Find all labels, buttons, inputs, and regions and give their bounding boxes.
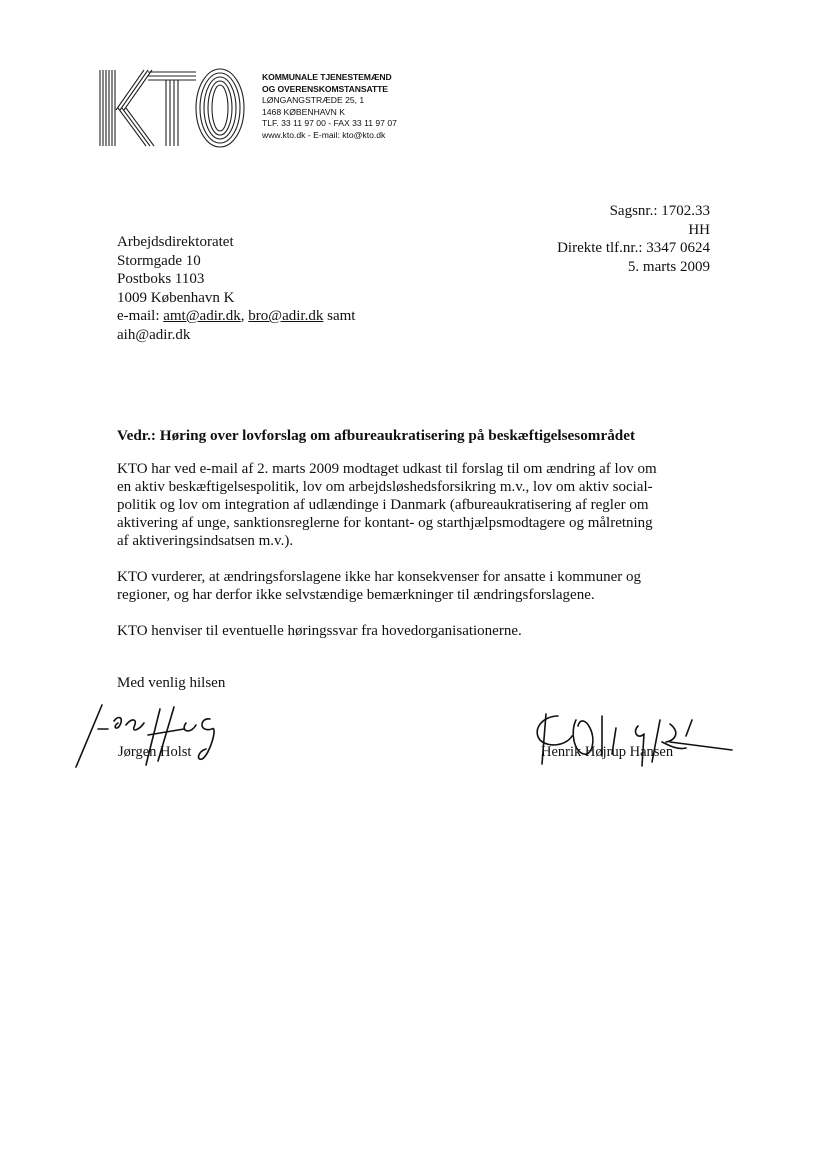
paragraph-line: politik og lov om integration af udlændinge i Danmark (afbureaukratisering af regler om bbox=[117, 497, 649, 513]
email-prefix: e-mail: bbox=[117, 308, 164, 324]
body-paragraph-3 bbox=[117, 622, 717, 640]
paragraph-line: regioner, og har derfor ikke selvstændige bemærkninger til ændringsforslagene. bbox=[117, 587, 595, 603]
paragraph-line: KTO vurderer, at ændringsforslagene ikke har konsekvenser for ansatte i kommuner og bbox=[117, 569, 641, 585]
direct-phone: Direkte tlf.nr.: 3347 0624 bbox=[557, 240, 710, 256]
logo-letter-o bbox=[196, 69, 244, 147]
paragraph-line: en aktiv beskæftigelsespolitik, lov om arbejdsløshedsforsikring m.v., lov om aktiv social- bbox=[117, 479, 653, 495]
recipient-name: Arbejdsdirektoratet bbox=[117, 234, 234, 250]
org-web-email: www.kto.dk - E-mail: kto@kto.dk bbox=[262, 129, 386, 140]
letter-date: 5. marts 2009 bbox=[627, 258, 710, 275]
letterhead-address bbox=[262, 72, 397, 142]
email-link-amt[interactable]: amt@adir.dk bbox=[163, 308, 241, 324]
email-link-bro[interactable]: bro@adir.dk bbox=[248, 308, 324, 324]
signatory-right-name: Henrik Højrup Hansen bbox=[541, 744, 674, 760]
closing-phrase: Med venlig hilsen bbox=[117, 675, 226, 691]
body-paragraph-2 bbox=[117, 568, 717, 604]
kto-logo bbox=[96, 62, 248, 154]
email-aih: aih@adir.dk bbox=[117, 326, 191, 343]
org-name-line-1: KOMMUNALE TJENESTEMÆND bbox=[262, 72, 392, 82]
paragraph-line: KTO har ved e-mail af 2. marts 2009 modtaget udkast til forslag til om ændring af lov om bbox=[117, 461, 657, 477]
paragraph-line: KTO henviser til eventuelle høringssvar fra hovedorganisationerne. bbox=[117, 623, 522, 639]
org-city: 1468 KØBENHAVN K bbox=[262, 106, 345, 117]
paragraph-line: aktivering af unge, sanktionsreglerne for kontant- og starthjælpsmodtagere og målretning bbox=[117, 515, 653, 531]
org-street: LØNGANGSTRÆDE 25, 1 bbox=[262, 95, 365, 106]
recipient-po-box: Postboks 1103 bbox=[117, 271, 205, 287]
recipient-address bbox=[117, 233, 355, 344]
logo-letter-k bbox=[100, 70, 154, 146]
recipient-street: Stormgade 10 bbox=[117, 252, 201, 269]
body-paragraph-1 bbox=[117, 460, 717, 550]
signature-left-icon bbox=[62, 695, 262, 775]
signatory-left-name: Jørgen Holst bbox=[118, 744, 192, 760]
email-suffix: samt bbox=[323, 308, 356, 324]
case-number: Sagsnr.: 1702.33 bbox=[609, 203, 710, 219]
email-separator: , bbox=[240, 308, 249, 324]
reference-block bbox=[557, 202, 710, 276]
org-name-line-2: OG OVERENSKOMSTANSATTE bbox=[262, 83, 388, 94]
paragraph-line: af aktiveringsindsatsen m.v.). bbox=[117, 533, 294, 549]
recipient-city: 1009 København K bbox=[117, 289, 235, 306]
recipient-email-line bbox=[117, 307, 355, 326]
subject-line: Vedr.: Høring over lovforslag om afbureaukratisering på beskæftigelsesområdet bbox=[117, 427, 636, 444]
org-phone-fax: TLF. 33 11 97 00 - FAX 33 11 97 07 bbox=[262, 118, 397, 129]
logo-letter-t bbox=[148, 72, 196, 146]
initials: HH bbox=[688, 221, 710, 238]
